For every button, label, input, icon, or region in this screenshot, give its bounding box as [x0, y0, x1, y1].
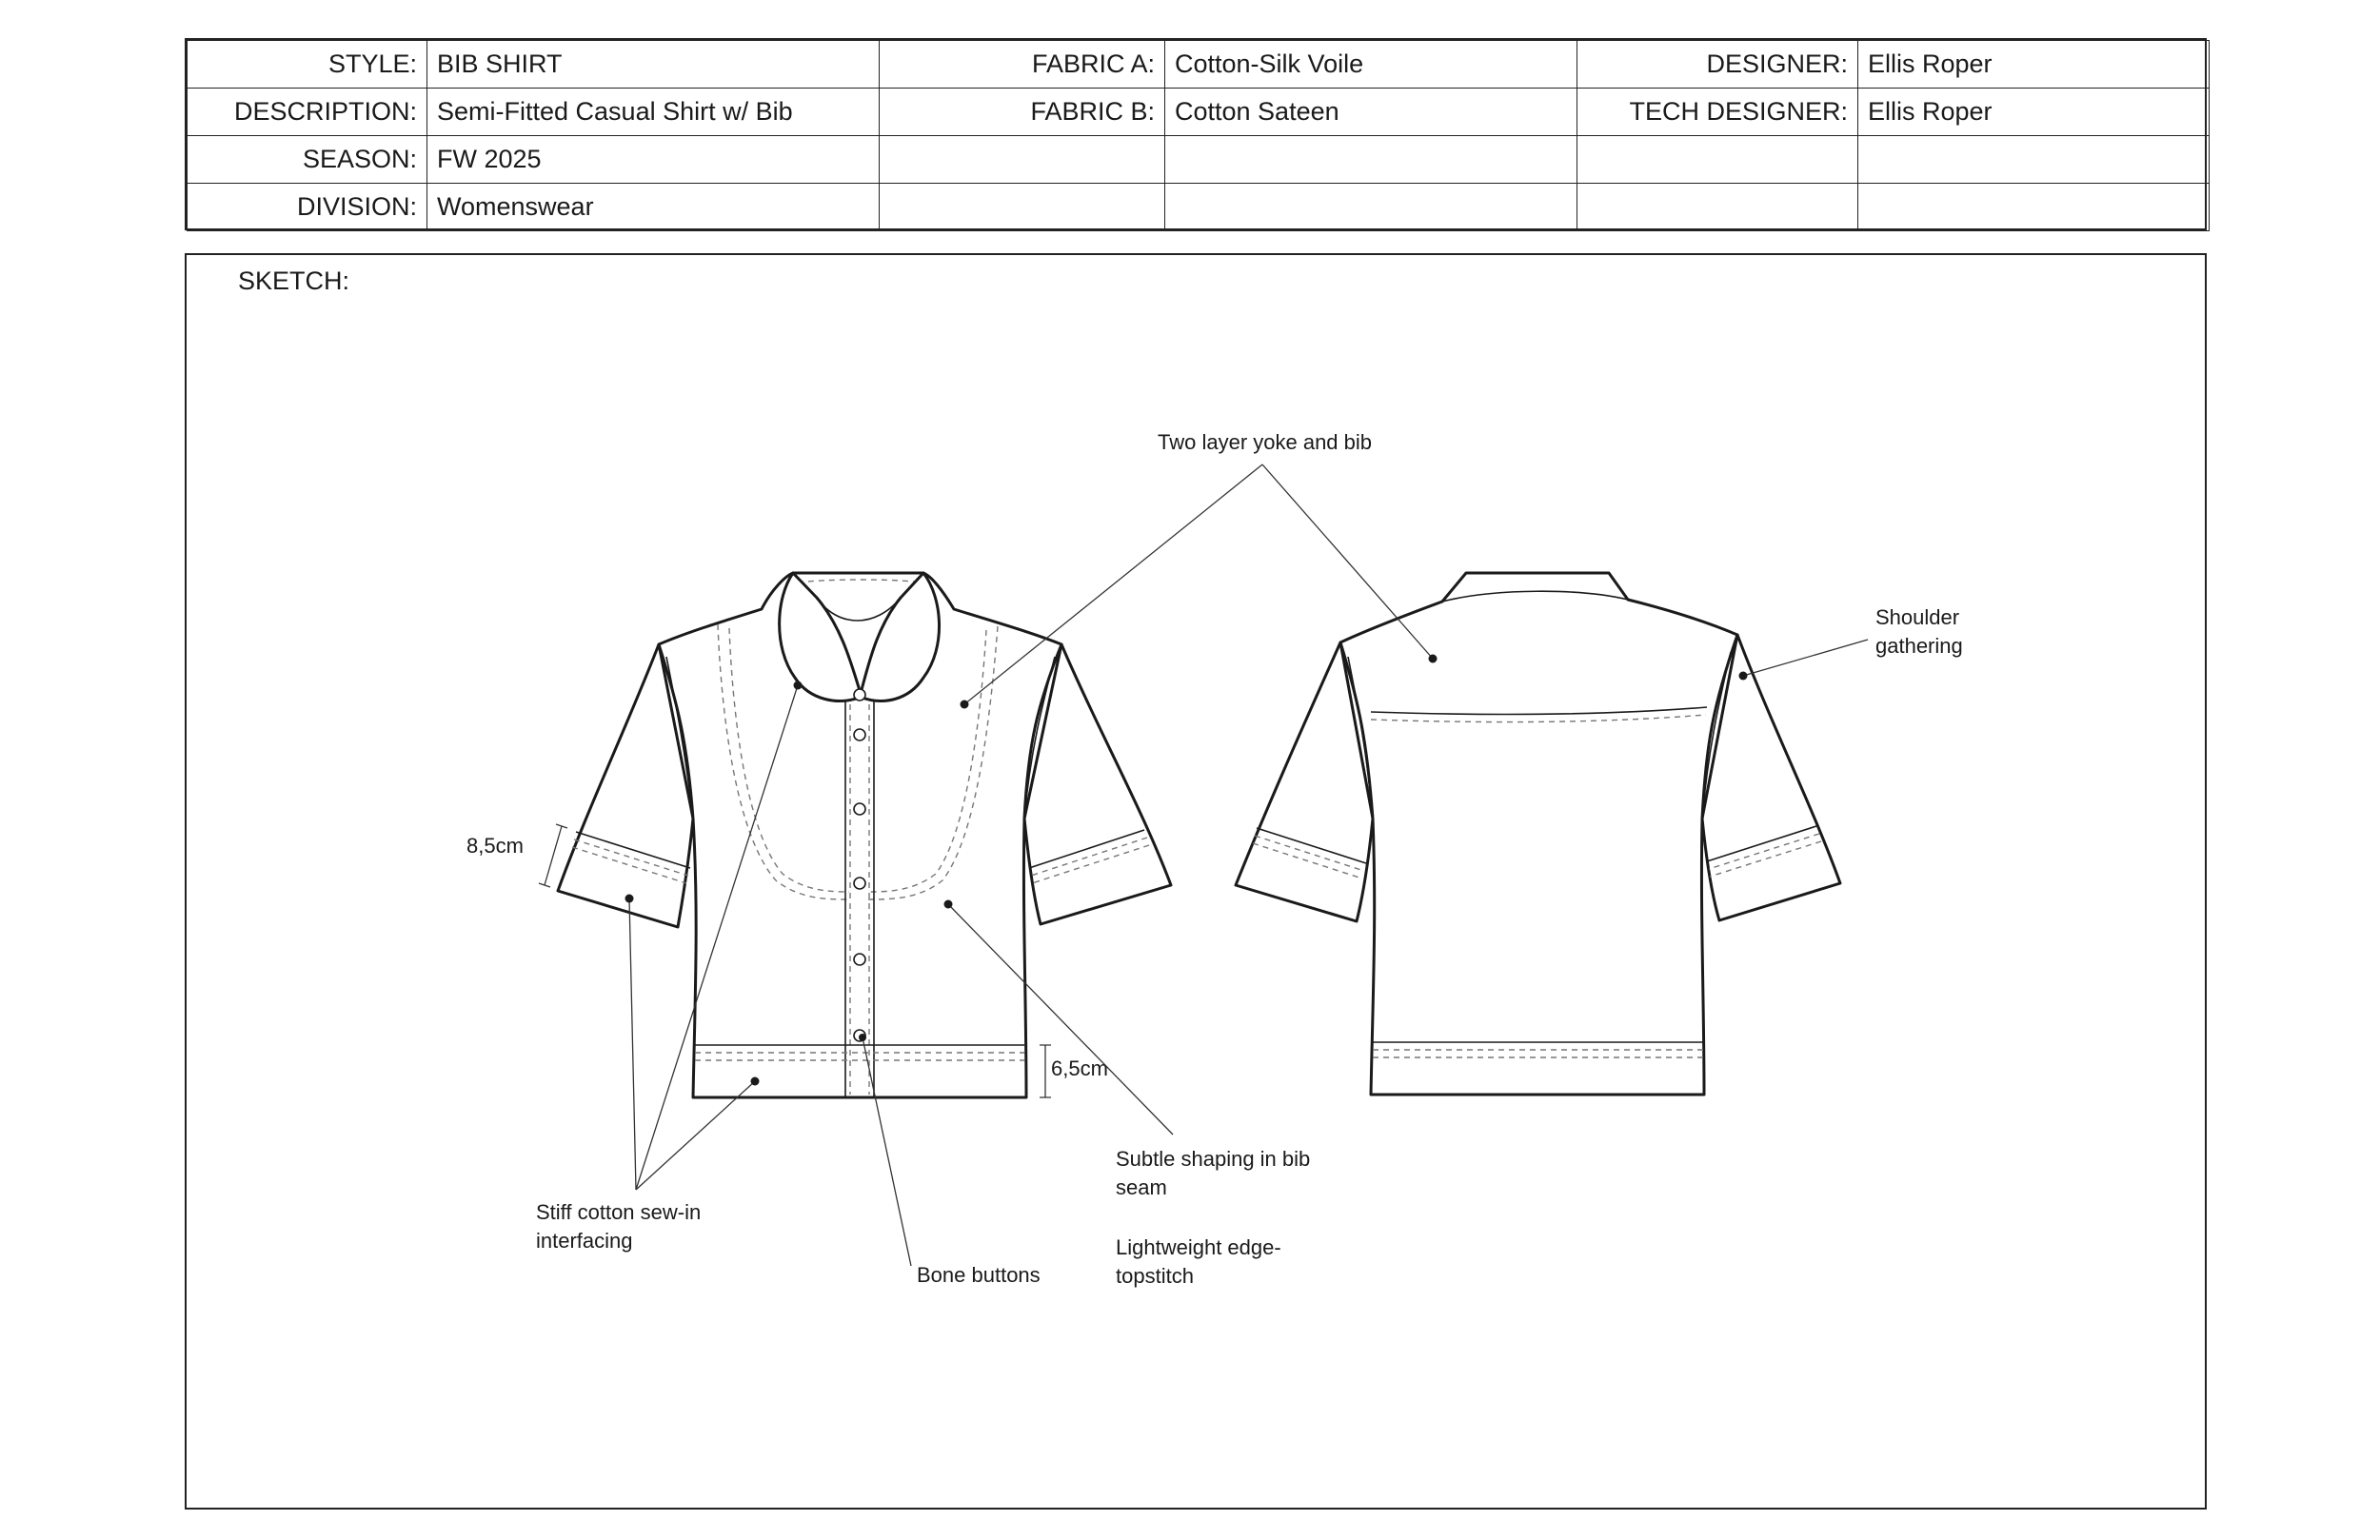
leader-dot — [859, 1034, 866, 1041]
description-value: Semi-Fitted Casual Shirt w/ Bib — [427, 89, 880, 136]
button — [854, 729, 865, 740]
designer-value: Ellis Roper — [1858, 41, 2210, 89]
leader-dot — [961, 701, 969, 709]
style-value: BIB SHIRT — [427, 41, 880, 89]
shoulder-note-line2: gathering — [1875, 634, 1963, 658]
style-label: STYLE: — [188, 41, 427, 89]
front-view — [558, 573, 1171, 1097]
shoulder-note-line1: Shoulder — [1875, 605, 1960, 629]
division-value: Womenswear — [427, 184, 880, 231]
button — [854, 689, 865, 701]
division-label: DIVISION: — [188, 184, 427, 231]
topstitch-note-line2: topstitch — [1116, 1264, 1194, 1288]
yoke-bib-note: Two layer yoke and bib — [1158, 430, 1373, 454]
hem-measure-bar — [1040, 1045, 1051, 1097]
leader-dot — [1429, 655, 1438, 663]
button — [854, 878, 865, 889]
topstitch-note-line1: Lightweight edge- — [1116, 1235, 1281, 1259]
shoulder-leader — [1743, 640, 1868, 676]
front-body — [659, 573, 1061, 1097]
tech-designer-label: TECH DESIGNER: — [1577, 89, 1858, 136]
designer-label: DESIGNER: — [1577, 41, 1858, 89]
interfacing-note-line1: Stiff cotton sew-in — [536, 1200, 702, 1224]
shaping-note-line1: Subtle shaping in bib — [1116, 1147, 1311, 1171]
fabric-a-label: FABRIC A: — [880, 41, 1165, 89]
leader-dot — [944, 900, 953, 909]
leader-dot — [794, 681, 803, 690]
season-value: FW 2025 — [427, 136, 880, 184]
interfacing-note-line2: interfacing — [536, 1229, 633, 1253]
hem-measure-note: 6,5cm — [1051, 1056, 1108, 1080]
shaping-note-line2: seam — [1116, 1175, 1167, 1199]
fabric-a-value: Cotton-Silk Voile — [1165, 41, 1577, 89]
tech-designer-value: Ellis Roper — [1858, 89, 2210, 136]
button — [854, 954, 865, 965]
back-view — [1236, 573, 1840, 1095]
button — [854, 803, 865, 815]
buttons-note: Bone buttons — [917, 1263, 1041, 1287]
leader-dot — [751, 1077, 760, 1086]
back-body — [1340, 573, 1737, 1095]
leader-dot — [625, 895, 634, 903]
sketch-label: SKETCH: — [238, 267, 350, 295]
season-label: SEASON: — [188, 136, 427, 184]
fabric-b-label: FABRIC B: — [880, 89, 1165, 136]
sleeve-measure-note: 8,5cm — [466, 834, 524, 858]
fabric-b-value: Cotton Sateen — [1165, 89, 1577, 136]
leader-dot — [1739, 672, 1748, 681]
description-label: DESCRIPTION: — [188, 89, 427, 136]
